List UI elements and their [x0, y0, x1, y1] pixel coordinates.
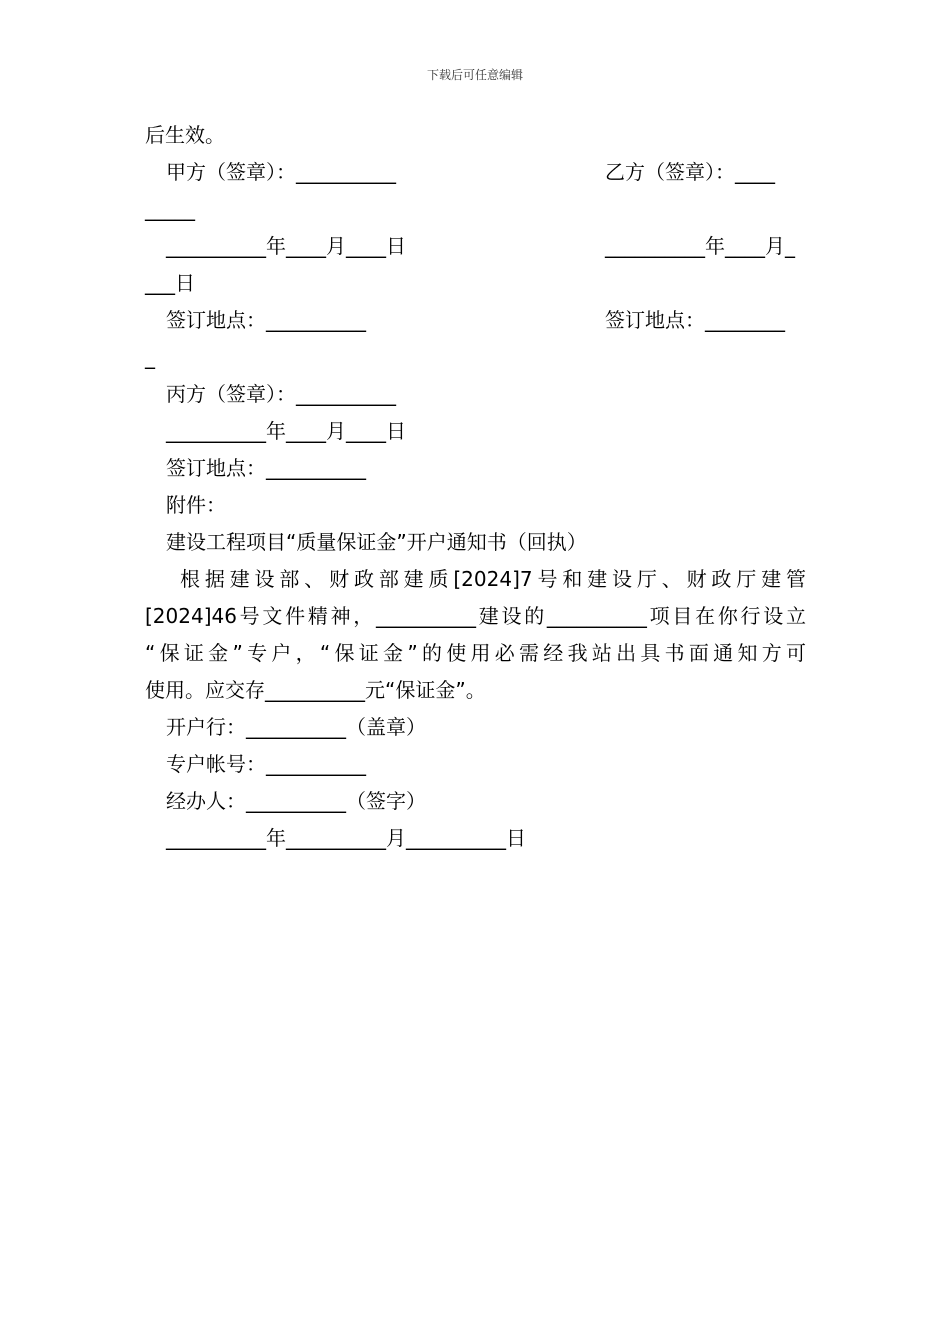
notice-paragraph-line-3: “保证金”专户，“保证金”的使用必需经我站出具书面通知方可	[145, 641, 806, 665]
party-c-signature: 丙方（签章）：__________	[166, 382, 396, 406]
effective-line: 后生效。	[145, 123, 225, 147]
account-number-line: 专户帐号：__________	[166, 752, 366, 776]
notice-paragraph-line-2: [2024]46号文件精神，__________建设的__________项目在你行设立	[145, 604, 806, 628]
attachment-label: 附件：	[166, 493, 226, 517]
party-b-date-continued: ___日	[145, 271, 195, 295]
party-a-signing-place: 签订地点：__________	[166, 308, 366, 332]
notice-paragraph-line-4: 使用。应交存__________元“保证金”。	[145, 678, 486, 702]
notice-paragraph-line-1: 根据建设部、财政部建质[2024]7号和建设厅、财政厅建管	[180, 567, 806, 591]
party-b-signing-place: 签订地点：________	[605, 308, 785, 332]
party-a-signature: 甲方（签章）：__________	[166, 160, 396, 184]
page-header: 下载后可任意编辑	[426, 68, 523, 82]
handler-line: 经办人：__________（签字）	[166, 789, 426, 813]
notice-title: 建设工程项目“质量保证金”开户通知书（回执）	[166, 530, 587, 554]
party-c-signing-place: 签订地点：__________	[166, 456, 366, 480]
party-b-signing-place-continued: _	[145, 345, 155, 369]
party-b-date: __________年____月_	[605, 234, 795, 258]
final-date-line: __________年__________月__________日	[166, 826, 526, 850]
party-a-date: __________年____月____日	[166, 234, 406, 258]
party-c-date: __________年____月____日	[166, 419, 406, 443]
party-b-signature: 乙方（签章）：____	[605, 160, 775, 184]
party-b-signature-continued: _____	[145, 197, 195, 221]
bank-line: 开户行：__________（盖章）	[166, 715, 426, 739]
